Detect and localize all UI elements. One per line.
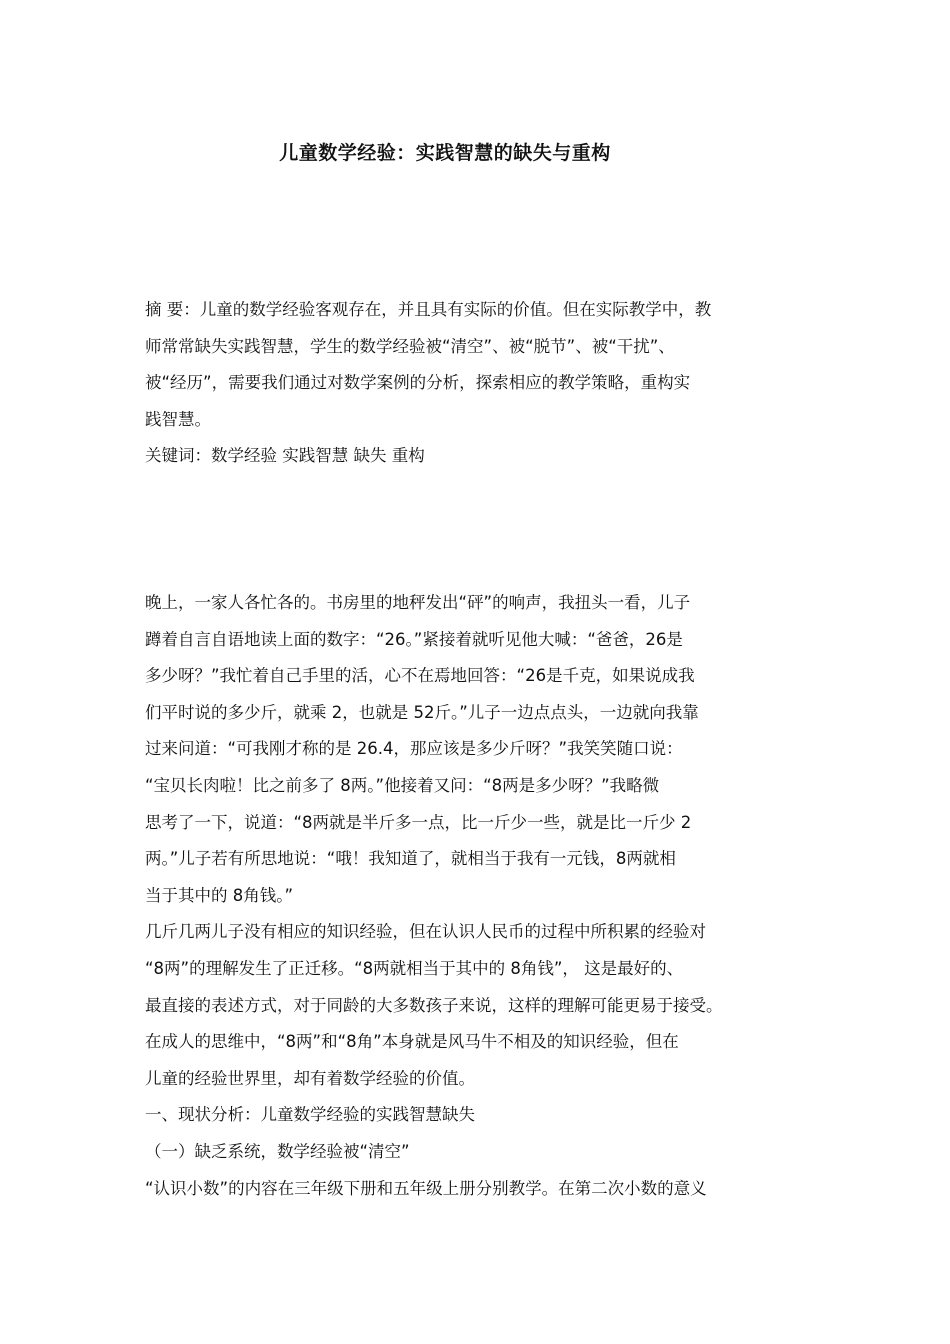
- body-line: 蹲着自言自语地读上面的数字：“26。”紧接着就听见他大喊：“爸爸，26是: [145, 629, 683, 649]
- body-line: 两。”儿子若有所思地说：“哦！我知道了，就相当于我有一元钱，8两就相: [145, 849, 676, 869]
- abstract-line: 摘 要：儿童的数学经验客观存在，并且具有实际的价值。但在实际教学中，教: [145, 300, 712, 319]
- body-line: 儿童的经验世界里，却有着数学经验的价值。: [145, 1068, 475, 1088]
- body-line: 几斤几两儿子没有相应的知识经验，但在认识人民币的过程中所积累的经验对: [145, 922, 706, 942]
- abstract-line: 践智慧。: [145, 409, 211, 429]
- abstract-line: 被“经历”，需要我们通过对数学案例的分析，探索相应的教学策略，重构实: [145, 373, 691, 393]
- body-line: 晚上，一家人各忙各的。书房里的地秤发出“砰”的响声，我扭头一看，儿子: [145, 593, 691, 612]
- body-line: 们平时说的多少斤，就乘 2，也就是 52斤。”儿子一边点点头，一边就向我靠: [145, 702, 699, 722]
- body-line: 当于其中的 8角钱。”: [145, 885, 294, 905]
- body-section: [145, 585, 825, 1207]
- abstract-section: [145, 292, 825, 475]
- body-line: 思考了一下，说道：“8两就是半斤多一点，比一斤少一些，就是比一斤少 2: [145, 812, 692, 832]
- keywords-line: 关键词：数学经验 实践智慧 缺失 重构: [145, 446, 425, 466]
- abstract-line: 师常常缺失实践智慧，学生的数学经验被“清空”、被“脱节”、被“干扰”、: [145, 336, 675, 356]
- body-line: 多少呀？”我忙着自己手里的活，心不在焉地回答：“26是千克，如果说成我: [145, 666, 695, 686]
- body-line: 在成人的思维中，“8两”和“8角”本身就是风马牛不相及的知识经验，但在: [145, 1032, 679, 1052]
- body-line: “宝贝长肉啦！比之前多了 8两。”他接着又问：“8两是多少呀？”我略微: [145, 775, 660, 795]
- document-title: 儿童数学经验：实践智慧的缺失与重构: [279, 142, 611, 164]
- body-line: 最直接的表述方式，对于同龄的大多数孩子来说，这样的理解可能更易于接受。: [145, 995, 723, 1015]
- body-line: 过来问道：“可我刚才称的是 26.4，那应该是多少斤呀？”我笑笑随口说：: [145, 739, 683, 759]
- body-line: “8两”的理解发生了正迁移。“8两就相当于其中的 8角钱”， 这是最好的、: [145, 958, 684, 978]
- section-heading: 一、现状分析：儿童数学经验的实践智慧缺失: [145, 1105, 475, 1125]
- subsection-heading: （一）缺乏系统，数学经验被“清空”: [145, 1141, 410, 1161]
- body-line: “认识小数”的内容在三年级下册和五年级上册分别教学。在第二次小数的意义: [145, 1178, 707, 1198]
